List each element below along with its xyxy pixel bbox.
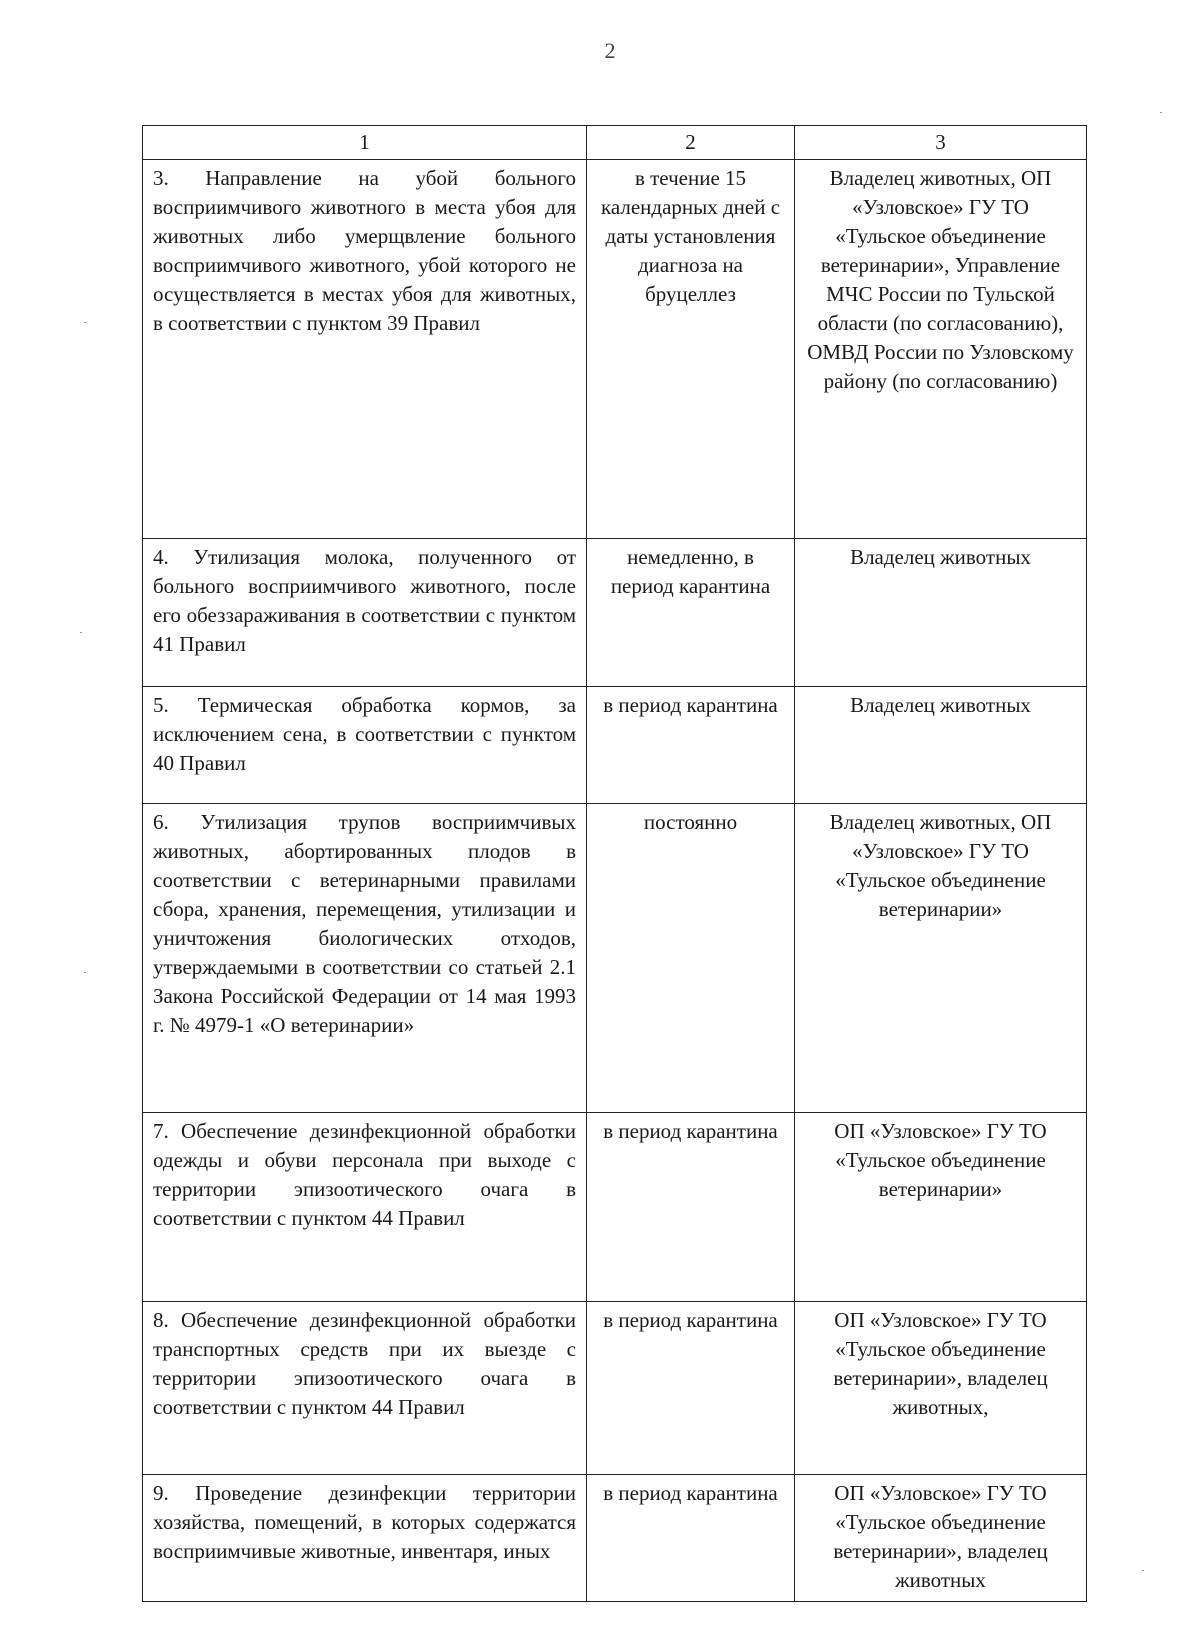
measure-action: 4. Утилизация молока, полученного от больного восприимчивого животного, после его обеззараживания в соответствии с пунктом 41 Правил [143, 539, 587, 687]
measures-table [142, 125, 1087, 1602]
column-header-3: 3 [795, 126, 1087, 160]
measure-responsible: Владелец животных [795, 539, 1087, 687]
scan-speck [1160, 112, 1162, 113]
page-number: 2 [604, 38, 616, 63]
measure-action: 5. Термическая обработка кормов, за исключением сена, в соответствии с пунктом 40 Правил [143, 687, 587, 804]
measure-responsible: ОП «Узловское» ГУ ТО «Тульское объединение ветеринарии», владелец животных, [795, 1302, 1087, 1475]
table-row [143, 1475, 1087, 1602]
measure-responsible: Владелец животных, ОП «Узловское» ГУ ТО «Тульское объединение ветеринарии» [795, 804, 1087, 1113]
measure-term: постоянно [587, 804, 795, 1113]
measure-term: в период карантина [587, 1302, 795, 1475]
measure-responsible: ОП «Узловское» ГУ ТО «Тульское объединение ветеринарии», владелец животных [795, 1475, 1087, 1602]
measure-term: в период карантина [587, 1113, 795, 1302]
scan-speck [84, 972, 86, 973]
measure-term: в период карантина [587, 687, 795, 804]
measure-responsible: Владелец животных [795, 687, 1087, 804]
measure-action: 9. Проведение дезинфекции территории хозяйства, помещений, в которых содержатся восприимчивые животные, инвентаря, иных [143, 1475, 587, 1602]
measure-term: в период карантина [587, 1475, 795, 1602]
measure-action: 6. Утилизация трупов восприимчивых животных, абортированных плодов в соответствии с ветеринарными правилами сбора, хранения, перемещения, утилизации и уничтожения биологических отходов, утверждаемыми в соответствии со статьей 2.1 Закона Российской Федерации от 14 мая 1993 г. № 4979-1 «О ветеринарии» [143, 804, 587, 1113]
table-header-row [143, 126, 1087, 160]
measure-action: 7. Обеспечение дезинфекционной обработки одежды и обуви персонала при выходе с территории эпизоотического очага в соответствии с пунктом 44 Правил [143, 1113, 587, 1302]
scan-speck [1142, 1570, 1144, 1571]
measure-responsible: Владелец животных, ОП «Узловское» ГУ ТО «Тульское объединение ветеринарии», Управление МЧС России по Тульской области (по согласованию), ОМВД России по Узловскому району (по согласованию) [795, 160, 1087, 539]
column-header-1: 1 [143, 126, 587, 160]
measure-term: в течение 15 календарных дней с даты установления диагноза на бруцеллез [587, 160, 795, 539]
measure-action: 3. Направление на убой больного восприимчивого животного в места убоя для животных либо умерщвление больного восприимчивого животного, убой которого не осуществляется в местах убоя для животных, в соответствии с пунктом 39 Правил [143, 160, 587, 539]
table-row [143, 539, 1087, 687]
table-row [143, 804, 1087, 1113]
measure-responsible: ОП «Узловское» ГУ ТО «Тульское объединение ветеринарии» [795, 1113, 1087, 1302]
table-row [143, 160, 1087, 539]
scan-speck [80, 632, 82, 633]
table-row [143, 1113, 1087, 1302]
table-row [143, 1302, 1087, 1475]
measure-term: немедленно, в период карантина [587, 539, 795, 687]
table-row [143, 687, 1087, 804]
column-header-2: 2 [587, 126, 795, 160]
measure-action: 8. Обеспечение дезинфекционной обработки транспортных средств при их выезде с территории эпизоотического очага в соответствии с пунктом 44 Правил [143, 1302, 587, 1475]
scan-speck [84, 322, 86, 323]
